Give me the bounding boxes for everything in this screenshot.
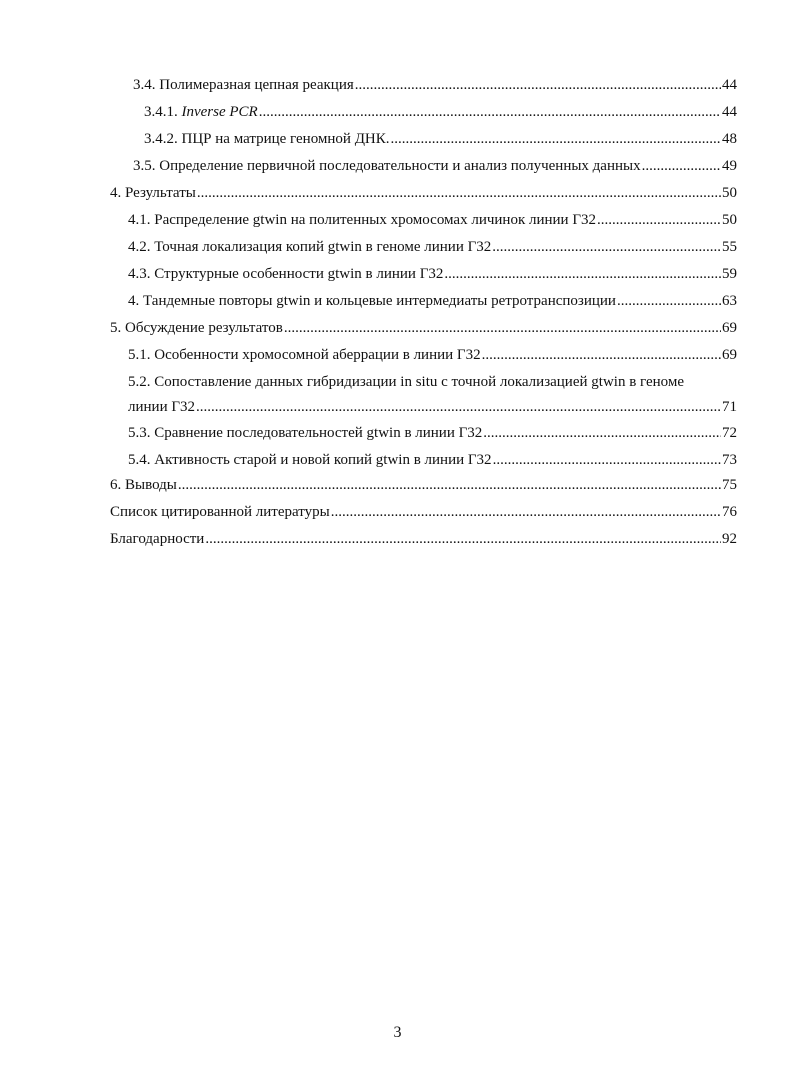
toc-entry-page: 69 — [722, 347, 737, 363]
toc-entry-page: 71 — [722, 399, 737, 415]
dot-leader — [493, 451, 721, 469]
toc-entry-page: 49 — [722, 158, 737, 174]
toc-entry — [110, 530, 737, 548]
dot-leader — [178, 476, 721, 494]
toc-entry-title: ПЦР на матрице геномной ДНК. — [181, 131, 390, 147]
toc-entry-title: Точная локализация копий gtwin в геноме линии Г32 — [154, 239, 492, 255]
toc-entry-page: 73 — [722, 452, 737, 468]
toc-entry-title: Результаты — [125, 185, 196, 201]
dot-leader — [617, 292, 721, 310]
dot-leader — [483, 424, 721, 442]
toc-entry-title: Особенности хромосомной аберрации в линии Г32 — [154, 347, 481, 363]
toc-entry — [144, 103, 737, 121]
toc-entry — [128, 211, 737, 229]
toc-entry-title: Обсуждение результатов — [125, 320, 283, 336]
toc-entry-title: Активность старой и новой копий gtwin в линии Г32 — [154, 452, 492, 468]
toc-entry-page: 55 — [722, 239, 737, 255]
dot-leader — [482, 346, 721, 364]
toc-entry — [133, 157, 737, 175]
toc-entry-page: 92 — [722, 531, 737, 547]
toc-entry — [144, 130, 737, 148]
toc-entry-number: 5.1. — [128, 347, 151, 363]
toc-entry-page: 44 — [722, 104, 737, 120]
toc-entry-number: 5.3. — [128, 425, 151, 441]
toc-entry-number: 3.4. — [133, 77, 156, 93]
toc-entry-page: 72 — [722, 425, 737, 441]
toc-entry-number: 3.4.1. — [144, 104, 178, 120]
toc-entry-page: 50 — [722, 212, 737, 228]
toc-entry — [128, 292, 737, 310]
page-number: 3 — [393, 1024, 402, 1041]
toc-entry-title: Список цитированной литературы — [110, 504, 330, 520]
toc-entry — [128, 373, 737, 391]
toc-entry-title-continuation: линии Г32 — [128, 399, 196, 415]
toc-entry — [110, 503, 737, 521]
toc-entry-title: Структурные особенности gtwin в линии Г32 — [154, 266, 444, 282]
toc-entry-title: Полимеразная цепная реакция — [159, 77, 354, 93]
toc-entry-title: Сравнение последовательностей gtwin в линии Г32 — [154, 425, 483, 441]
dot-leader — [331, 503, 721, 521]
toc-entry — [110, 184, 737, 202]
toc-entry — [128, 265, 737, 283]
toc-entry-number: 4.3. — [128, 266, 151, 282]
toc-entry-title: Сопоставление данных гибридизации in situ с точной локализацией gtwin в геноме — [154, 374, 685, 390]
toc-entry — [128, 346, 737, 364]
toc-entry-number: 4. — [128, 293, 140, 309]
toc-entry-title: Тандемные повторы gtwin и кольцевые интермедиаты ретротранспозиции — [143, 293, 616, 309]
toc-entry-page: 44 — [722, 77, 737, 93]
toc-entry-page: 59 — [722, 266, 737, 282]
dot-leader — [205, 530, 721, 548]
toc-entry-number: 5. — [110, 320, 122, 336]
dot-leader — [444, 265, 721, 283]
dot-leader — [391, 130, 721, 148]
dot-leader — [642, 157, 721, 175]
dot-leader — [284, 319, 721, 337]
toc-entry — [110, 476, 737, 494]
toc-entry-continuation — [128, 398, 737, 416]
toc-entry-number: 6. — [110, 477, 122, 493]
toc-entry-number: 5.4. — [128, 452, 151, 468]
toc-entry — [128, 424, 737, 442]
toc-entry-number: 3.4.2. — [144, 131, 178, 147]
toc-entry-number: 4. — [110, 185, 122, 201]
toc-entry-number: 4.1. — [128, 212, 151, 228]
dot-leader — [259, 103, 721, 121]
toc-entry-page: 75 — [722, 477, 737, 493]
toc-entry-title: Благодарности — [110, 531, 205, 547]
toc-entry — [110, 319, 737, 337]
toc-entry-page: 76 — [722, 504, 737, 520]
dot-leader — [492, 238, 721, 256]
toc-entry-title: Распределение gtwin на политенных хромосомах личинок линии Г32 — [154, 212, 596, 228]
toc-entry-number: 5.2. — [128, 374, 151, 390]
dot-leader — [355, 76, 721, 94]
toc-entry-number: 4.2. — [128, 239, 151, 255]
dot-leader — [197, 184, 721, 202]
toc-entry — [133, 76, 737, 94]
toc-entry-page: 69 — [722, 320, 737, 336]
toc-entry-title: Определение первичной последовательности и анализ полученных данных — [159, 158, 641, 174]
toc-entry-title: Inverse PCR — [181, 104, 258, 120]
toc-entry-title: Выводы — [125, 477, 177, 493]
toc-entry-page: 48 — [722, 131, 737, 147]
toc-entry-number: 3.5. — [133, 158, 156, 174]
toc-entry — [128, 238, 737, 256]
toc-entry-page: 63 — [722, 293, 737, 309]
toc-entry — [128, 451, 737, 469]
dot-leader — [196, 398, 721, 416]
dot-leader — [597, 211, 721, 229]
toc-entry-page: 50 — [722, 185, 737, 201]
